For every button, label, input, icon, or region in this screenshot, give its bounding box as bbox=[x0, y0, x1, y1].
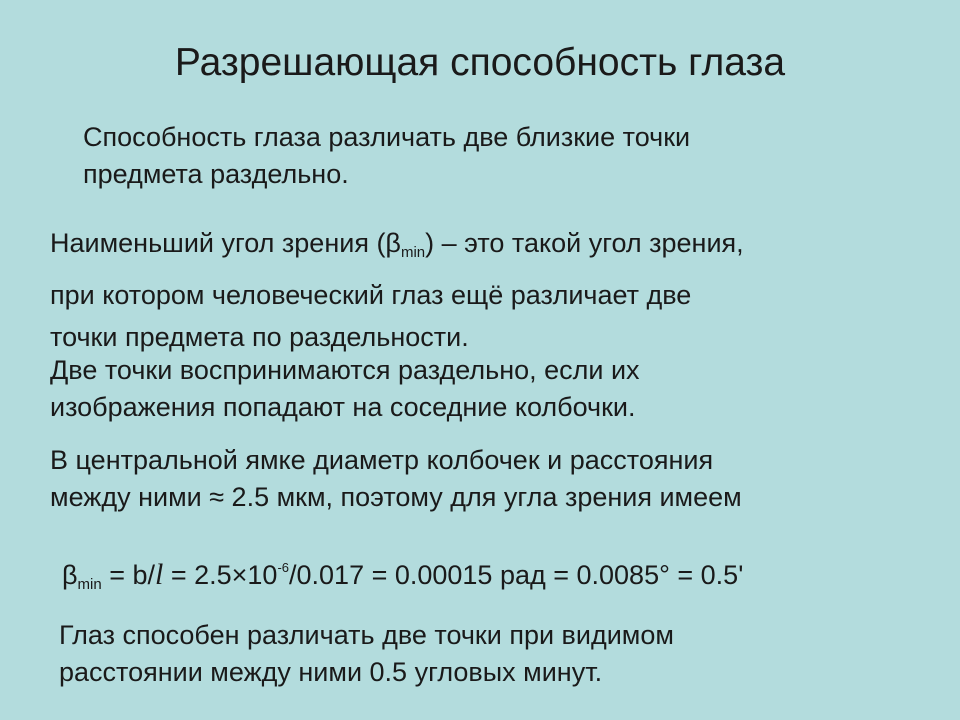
fovea-line-2: между ними ≈ 2.5 мкм, поэтому для угла зрения имеем bbox=[50, 482, 742, 512]
formula-part-1: = b/ bbox=[101, 560, 155, 590]
conclusion-line-1: Глаз способен различать две точки при видимом bbox=[59, 620, 674, 650]
min-angle-line-3: точки предмета по раздельности. bbox=[50, 322, 469, 352]
separation-line-2: изображения попадают на соседние колбочки. bbox=[50, 392, 636, 422]
formula-beta: β bbox=[62, 560, 78, 590]
min-angle-line-1-start: Наименьший угол зрения (β bbox=[50, 228, 401, 258]
min-angle-line-2: при котором человеческий глаз ещё различает две bbox=[50, 280, 692, 310]
separation-line-1: Две точки воспринимаются раздельно, если их bbox=[50, 355, 640, 385]
resolution-formula bbox=[62, 549, 743, 603]
formula-exponent: -6 bbox=[277, 560, 290, 575]
definition-line-2: предмета раздельно. bbox=[83, 159, 349, 189]
min-angle-subscript: min bbox=[400, 244, 426, 261]
formula-part-2: = 2.5×10 bbox=[163, 560, 278, 590]
min-angle-line-1 bbox=[50, 222, 744, 274]
separation-paragraph bbox=[50, 352, 640, 426]
conclusion-paragraph bbox=[59, 617, 674, 691]
conclusion-line-2: расстоянии между ними 0.5 угловых минут. bbox=[59, 657, 603, 687]
definition-line-1: Способность глаза различать две близкие точки bbox=[83, 122, 691, 152]
slide-title: Разрешающая способность глаза bbox=[174, 41, 786, 84]
formula-part-3: /0.017 = 0.00015 рад = 0.0085° = 0.5' bbox=[289, 560, 744, 590]
min-angle-paragraph bbox=[50, 222, 744, 358]
definition-paragraph bbox=[83, 119, 690, 193]
fovea-paragraph bbox=[50, 442, 742, 516]
min-angle-line-1-end: ) – это такой угол зрения, bbox=[425, 228, 744, 258]
fovea-line-1: В центральной ямке диаметр колбочек и расстояния bbox=[50, 445, 714, 475]
formula-beta-subscript: min bbox=[77, 576, 102, 593]
formula-distance-symbol: l bbox=[155, 558, 164, 591]
